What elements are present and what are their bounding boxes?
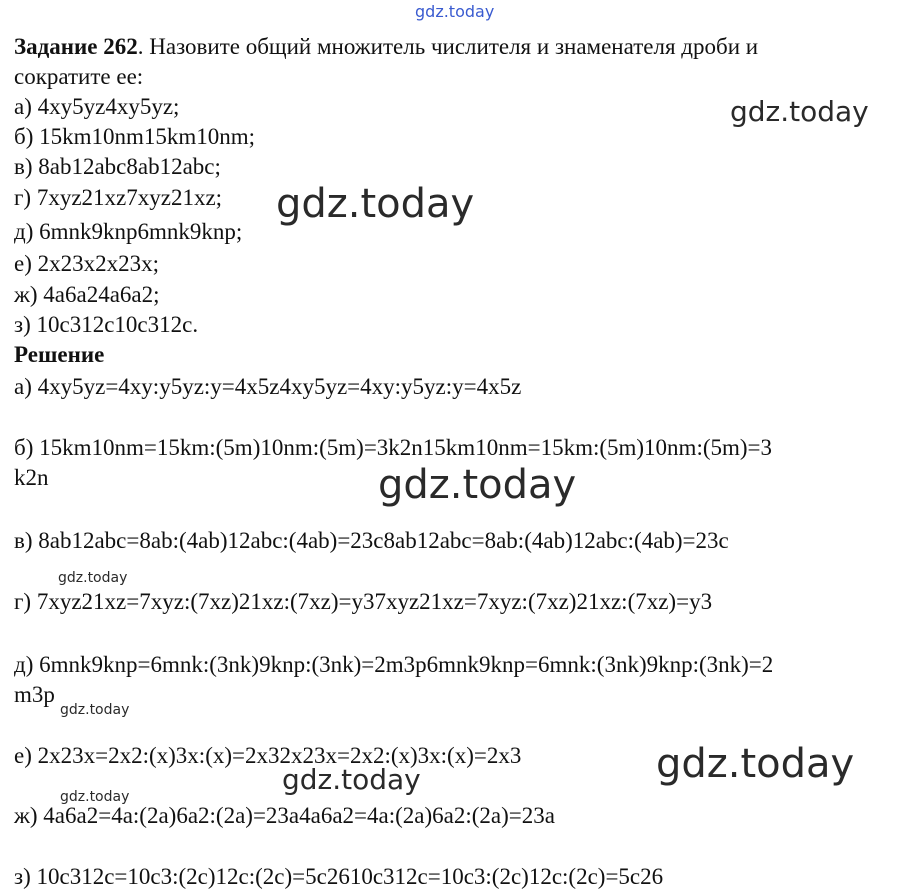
- solution-line-e: е) 2x23x=2x2:(x)3x:(x)=2x32x23x=2x2:(x)3x:(x)=2x3: [14, 743, 522, 768]
- watermark: gdz.today: [276, 181, 475, 227]
- task-item-d: д) 6mnk9knp6mnk9knp;: [14, 219, 243, 244]
- solution-line-z: з) 10c312c=10c3:(2c)12c:(2c)=5c2610c312c=10c3:(2c)12c:(2c)=5c26: [14, 864, 664, 889]
- solution-line-zh: ж) 4a6a2=4a:(2a)6a2:(2a)=23a4a6a2=4a:(2a)6a2:(2a)=23a: [14, 803, 555, 828]
- task-title: Задание 262: [14, 34, 138, 59]
- task-item-g: г) 7xyz21xz7xyz21xz;: [14, 185, 223, 210]
- task-item-v: в) 8ab12abc8ab12abc;: [14, 154, 221, 179]
- task-text-continued: сократите ее:: [14, 64, 144, 89]
- watermark: gdz.today: [656, 741, 855, 787]
- task-item-zh: ж) 4a6a24a6a2;: [14, 282, 160, 307]
- solution-line-b-cont: k2n: [14, 465, 49, 490]
- solution-line-v: в) 8ab12abc=8ab:(4ab)12abc:(4ab)=23c8ab12abc=8ab:(4ab)12abc:(4ab)=23c: [14, 528, 729, 553]
- watermark: gdz.today: [60, 702, 130, 718]
- solution-line-a: а) 4xy5yz=4xy:y5yz:y=4x5z4xy5yz=4xy:y5yz:y=4x5z: [14, 374, 522, 399]
- solution-line-b: б) 15km10nm=15km:(5m)10nm:(5m)=3k2n15km10nm=15km:(5m)10nm:(5m)=3: [14, 435, 773, 460]
- watermark: gdz.today: [60, 789, 130, 805]
- task-item-a: а) 4xy5yz4xy5yz;: [14, 94, 180, 119]
- task-text: . Назовите общий множитель числителя и знаменателя дроби и: [137, 34, 759, 59]
- watermark: gdz.today: [58, 570, 128, 586]
- solution-line-g: г) 7xyz21xz=7xyz:(7xz)21xz:(7xz)=y37xyz21xz=7xyz:(7xz)21xz:(7xz)=y3: [14, 589, 713, 614]
- solution-line-d-cont: m3p: [14, 682, 55, 707]
- watermark-top: gdz.today: [415, 2, 495, 21]
- watermark: gdz.today: [282, 763, 421, 796]
- task-item-z: з) 10c312c10c312c.: [14, 312, 199, 337]
- solution-heading: Решение: [14, 342, 105, 367]
- task-item-e: е) 2x23x2x23x;: [14, 251, 160, 276]
- task-header: [14, 32, 758, 62]
- watermark: gdz.today: [730, 95, 869, 128]
- solution-line-d: д) 6mnk9knp=6mnk:(3nk)9knp:(3nk)=2m3p6mnk9knp=6mnk:(3nk)9knp:(3nk)=2: [14, 652, 774, 677]
- task-item-b: б) 15km10nm15km10nm;: [14, 124, 256, 149]
- watermark: gdz.today: [378, 462, 577, 508]
